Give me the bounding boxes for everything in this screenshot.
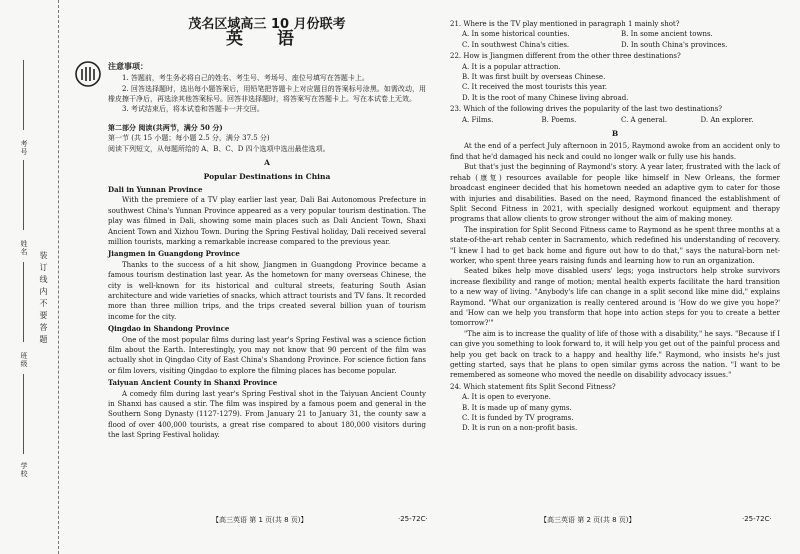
passage-b-paragraph: Seated bikes help move disabled users' legs; yoga instructors help stroke survivors increase flexibility and range of motion; mental health experts facilitate the hard transition to a new way of living. "Anybody's life can change in a split second like mine did," explains Raymond. "What our organization is really centered around is 'How do we give you hope?' and 'How can we help you transform that hope into action steps for you to create a better tomorrow?'" xyxy=(450,267,780,328)
questions-21-23 xyxy=(450,19,780,125)
answer-option: C. It received the most tourists this year. xyxy=(462,83,607,92)
passage-b-paragraph: At the end of a perfect July afternoon in 2015, Raymond awoke from an accident only to find that he'd damaged his neck and could no longer walk or fully use his hands. xyxy=(450,142,780,161)
page-2 xyxy=(450,18,780,528)
question-stem: 23. Which of the following drives the popularity of the last two destinations? xyxy=(450,105,723,114)
notice-item: 1. 答题前，考生务必将自己的姓名、考生号、考场号、座位号填写在答题卡上。 xyxy=(122,74,369,83)
passage-b-paragraph: The inspiration for Split Second Fitness came to Raymond as he spent three months at a state-of-the-art rehab center in Sacramento, which redefined his understanding of recovery. "I knew I had to get back home and figure out how to do that," says the natural-born net-worker, who spent three years raising funds and learning how to run an organization. xyxy=(450,225,780,265)
passage-a-mark: A xyxy=(264,158,270,168)
section-part-heading: 第二部分 阅读(共两节，满分 50 分) xyxy=(108,122,223,132)
page-footer-left: 【高三英语 第 1 页(共 8 页)】 xyxy=(212,516,308,524)
publisher-logo-icon xyxy=(74,60,102,88)
page-1 xyxy=(108,18,426,528)
notice-heading: 注意事项： xyxy=(108,60,148,71)
passage-a-body xyxy=(108,185,426,441)
answer-option: C. It is funded by TV programs. xyxy=(462,414,574,423)
passage-b-body xyxy=(450,141,780,380)
answer-option-row xyxy=(462,29,780,50)
answer-option: D. An explorer. xyxy=(700,115,754,124)
section-instruction: 阅读下列短文，从每题所给的 A、B、C、D 四个选项中选出最佳选项。 xyxy=(108,144,330,153)
passage-a-subheading: Qingdao in Shandong Province xyxy=(108,324,230,334)
paper-code-right: ·25-72C· xyxy=(742,515,772,523)
question-stem: 24. Which statement fits Split Second Fitness? xyxy=(450,382,616,391)
binding-line xyxy=(23,262,24,342)
notice-item: 3. 考试结束后，将本试卷和答题卡一并交回。 xyxy=(122,105,264,114)
passage-a-subheading: Dali in Yunnan Province xyxy=(108,184,203,194)
page-footer-right: 【高三英语 第 2 页(共 8 页)】 xyxy=(540,516,636,524)
question-stem: 21. Where is the TV play mentioned in paragraph 1 mainly shot? xyxy=(450,20,680,28)
binding-label-exam-number: 考号 xyxy=(20,140,28,156)
passage-a-paragraph: One of the most popular films during last year's Spring Festival was a science fiction film about the Earth. Interestingly, you may not know that 90 percent of the film was actually shot in Qingdao City of East China's Shandong Province. For science fiction fans or film lovers, visiting Qingdao to explore the filming places has become popular. xyxy=(108,335,426,375)
answer-option: B. It is made up of many gyms. xyxy=(462,403,572,412)
passage-a-paragraph: With the premiere of a TV play earlier last year, Dali Bai Autonomous Prefecture in southwest China's Yunnan Province appeared as a very popular tourism destination. The play was filmed in Dali, showing some main places such as Dali Ancient Town, Shaxi Ancient Town and Xizhou Town. During the Spring Festival holiday, Dali received several million tourists, marking a remarkable increase compared to the previous year. xyxy=(108,196,426,246)
question-24 xyxy=(450,382,780,434)
passage-a-paragraph: Thanks to the success of a hit show, Jiangmen in Guangdong Province became a famous tourism destination last year. As the hometown for many overseas Chinese, the city is well-known for its historical and cultural streets, featuring South Asian architecture and wide varieties of snacks, which attract tourists and TV fans. It recorded more than three million trips, and the trips created several billion yuan of tourism income for the city. xyxy=(108,260,426,321)
answer-option: A. In some historical counties. xyxy=(462,30,570,39)
answer-option: C. A general. xyxy=(621,115,668,124)
exam-title: 茂名区域高三 10 月份联考 xyxy=(188,17,346,32)
answer-option: B. It was first built by overseas Chinese. xyxy=(462,73,606,82)
passage-a-subheading: Jiangmen in Guangdong Province xyxy=(108,249,240,259)
notice-item: 2. 回答选择题时，选出每小题答案后，用铅笔把答题卡上对应题目的答案标号涂黑。如需改动，用橡皮擦干净后，再选涂其他答案标号。回答非选择题时，将答案写在答题卡上。写在本试卷上无效。 xyxy=(108,84,426,104)
answer-option: B. Poems. xyxy=(541,115,577,124)
paper-code-left: ·25-72C· xyxy=(398,515,428,523)
binding-label-class: 班级 xyxy=(20,352,28,368)
binding-line xyxy=(23,374,24,454)
passage-a-title: Popular Destinations in China xyxy=(203,172,331,182)
answer-option: D. In south China's provinces. xyxy=(621,40,728,49)
subject-title: 英 语 xyxy=(226,29,308,50)
answer-option: A. It is a popular attraction. xyxy=(462,62,561,71)
question-stem: 22. How is Jiangmen different from the other three destinations? xyxy=(450,52,681,61)
binding-label-school: 学校 xyxy=(20,462,28,478)
binding-line xyxy=(23,160,24,230)
answer-option: D. It is run on a non-profit basis. xyxy=(462,424,578,433)
answer-option: A. It is open to everyone. xyxy=(462,393,551,402)
answer-option: D. It is the root of many Chinese living abroad. xyxy=(462,93,629,102)
answer-option-row xyxy=(462,115,780,125)
answer-option: B. In some ancient towns. xyxy=(621,30,713,39)
binding-margin xyxy=(0,0,59,554)
passage-b-mark: B xyxy=(611,129,619,139)
binding-label-name: 姓名 xyxy=(20,240,28,256)
passage-a-subheading: Taiyuan Ancient County in Shanxi Province xyxy=(108,378,278,388)
binding-line xyxy=(23,60,24,130)
answer-option: C. In southwest China's cities. xyxy=(462,40,570,49)
answer-option: A. Films. xyxy=(462,115,494,124)
section-first-heading: 第一节 (共 15 小题；每小题 2.5 分，满分 37.5 分) xyxy=(108,134,270,143)
binding-notice: 装 订 线 内 不 要 答 题 xyxy=(39,251,49,344)
passage-b-paragraph: "The aim is to increase the quality of life of those with a disability," he says. "Because if I can give you something to look forward to, it will help you get out of the painful process and help you get back on track to a happy and healthy life." Raymond, who insists he's just getting started, says that he plans to open similar gyms across the nation. "I want to be remembered as someone who moved the needle on disability advocacy issues." xyxy=(450,329,780,380)
passage-a-paragraph: A comedy film during last year's Spring Festival shot in the Taiyuan Ancient County in Shanxi has caused a stir. The film was inspired by a famous poem and general in the Southern Song Dynasty (1127-1279). From January 21 to January 31, the county saw a flood of over 400,000 tourists, a great rise compared to about 180,000 visitors during the last Spring Festival holiday. xyxy=(108,389,426,440)
passage-b-paragraph: But that's just the beginning of Raymond's story. A year later, frustrated with the lack of rehab (康复) resources available for people like himself in New Orleans, the former broadcast engineer decided that his hometown needed an adaptive gym to cater for those with injuries and disabilities. Based on the need, Raymond financed the establishment of Split Second Fitness in 2021, with specially designed workout equipment and therapy programs that allow clients to grow stronger without the aim of making money. xyxy=(450,163,780,224)
